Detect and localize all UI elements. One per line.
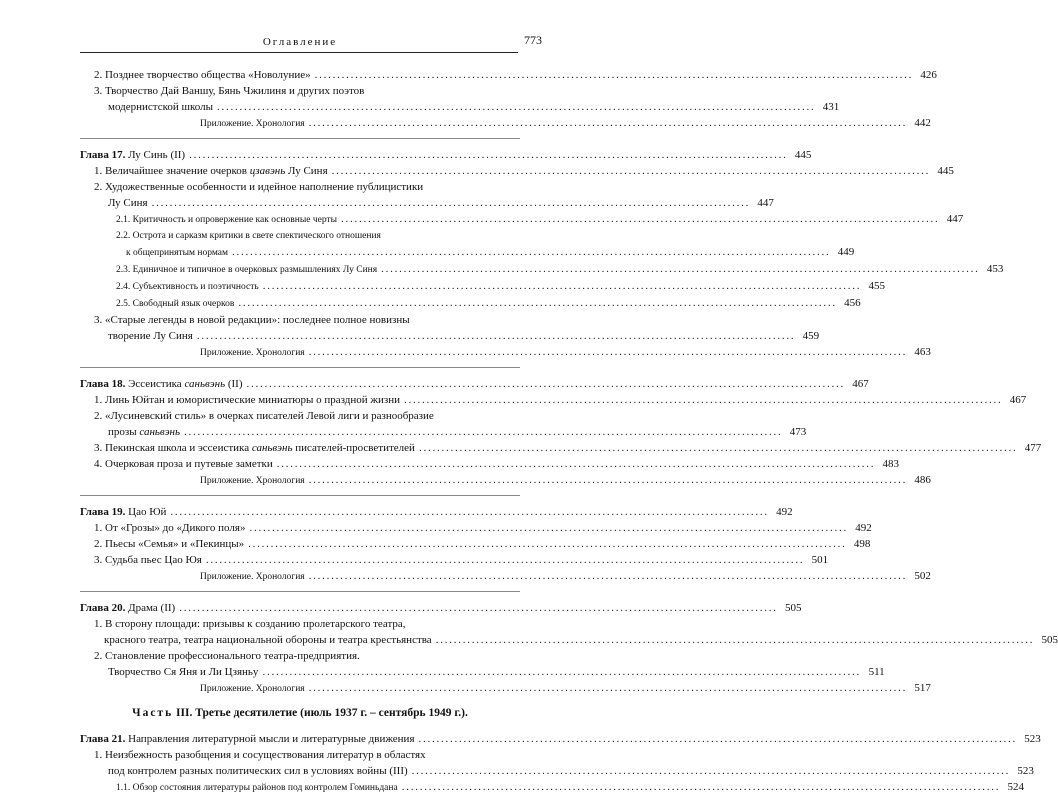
toc-entry: 1. Неизбежность разобщения и сосуществования литератур в областях: [94, 749, 426, 761]
toc-entry-continuation: Творчество Ся Яня и Ли Цзяньу . . . 511: [80, 664, 520, 680]
toc-entry: 2. Пьесы «Семья» и «Пекинцы» . . . 498: [80, 536, 520, 552]
toc-entry: 2. Позднее творчество общества «Новолуние» . . . 426: [80, 67, 520, 83]
toc-entry-continuation: прозы саньвэнь . . . 473: [80, 424, 520, 440]
toc-subentry: 2.5. Свободный язык очерков . . . 456: [80, 295, 520, 312]
toc-entry: 3. Судьба пьес Цао Юя . . . 501: [80, 552, 520, 568]
toc-subentry: 2.2. Острота и сарказм критики в свете спектического отношения: [116, 231, 381, 241]
part-heading: Часть III. Третье десятилетие (июль 1937 г. – сентябрь 1949 г.).: [132, 707, 468, 719]
toc-chapter-21: Глава 21. Направления литературной мысли и литературные движения . . . 523: [80, 731, 520, 747]
toc-subentry-continuation: к общепринятым нормам . . . 449: [80, 244, 520, 261]
running-header-title: Оглавление: [262, 36, 338, 48]
toc-chapter-18: Глава 18. Эссеистика саньвэнь (II) . . . 467: [80, 376, 520, 392]
toc-chapter-20: Глава 20. Драма (II) . . . 505: [80, 600, 520, 616]
toc-entry: 1. От «Грозы» до «Дикого поля» . . . 492: [80, 520, 520, 536]
toc-entry-continuation: под контролем разных политических сил в условиях войны (III) . . . 523: [80, 763, 520, 779]
toc-entry: 1. В сторону площади: призывы к созданию пролетарского театра,: [94, 618, 406, 630]
toc-entry-continuation: модернистской школы . . . 431: [80, 99, 520, 115]
toc-entry: 3. Пекинская школа и эссеистика саньвэнь писателей-просветителей . . . 477: [80, 440, 520, 456]
toc-entry: 4. Очерковая проза и путевые заметки . . . 483: [80, 456, 520, 472]
separator: [80, 495, 520, 496]
toc-entry-continuation: красного театра, театра национальной обороны и театра крестьянства . . . 505: [80, 632, 520, 648]
toc-subentry: 2.4. Субъективность и поэтичность . . . 455: [80, 278, 520, 295]
separator: [80, 367, 520, 368]
separator: [80, 591, 520, 592]
toc-entry: 3. «Старые легенды в новой редакции»: последнее полное новизны: [94, 314, 410, 326]
toc-appendix: Приложение. Хронология . . . 463: [80, 344, 520, 361]
toc-entry-continuation: Лу Синя . . . 447: [80, 195, 520, 211]
toc-entry: 2. «Лусиневский стиль» в очерках писателей Левой лиги и разнообразие: [94, 410, 434, 422]
toc-appendix: Приложение. Хронология . . . 502: [80, 568, 520, 585]
separator: [80, 138, 520, 139]
page-number: 773: [524, 33, 542, 47]
toc-appendix: Приложение. Хронология . . . 517: [80, 680, 520, 697]
toc-chapter-17: Глава 17. Лу Синь (II) . . . 445: [80, 147, 520, 163]
toc-appendix: Приложение. Хронология . . . 486: [80, 472, 520, 489]
toc-chapter-19: Глава 19. Цао Юй . . . 492: [80, 504, 520, 520]
header-rule: [80, 52, 518, 53]
toc-subentry: 2.3. Единичное и типичное в очерковых размышлениях Лу Синя . . . 453: [80, 261, 520, 278]
toc-entry: 1. Линь Юйтан и юмористические миниатюры о праздной жизни . . . 467: [80, 392, 520, 408]
toc-subentry: 2.1. Критичность и опровержение как основные черты . . . 447: [80, 211, 520, 228]
toc-subentry: 1.1. Обзор состояния литературы районов под контролем Гоминьдана . . . 524: [80, 779, 520, 796]
toc-entry: 2. Становление профессионального театра-предприятия.: [94, 650, 360, 662]
toc-appendix: Приложение. Хронология . . . 442: [80, 115, 520, 132]
toc-entry: 2. Художественные особенности и идейное наполнение публицистики: [94, 181, 424, 193]
toc-entry: 3. Творчество Дай Ваншу, Бянь Чжилиня и других поэтов: [94, 85, 365, 97]
table-of-contents: [80, 67, 1058, 796]
toc-entry-continuation: творение Лу Синя . . . 459: [80, 328, 520, 344]
toc-entry: 1. Величайшее значение очерков цзавэнь Лу Синя . . . 445: [80, 163, 520, 179]
